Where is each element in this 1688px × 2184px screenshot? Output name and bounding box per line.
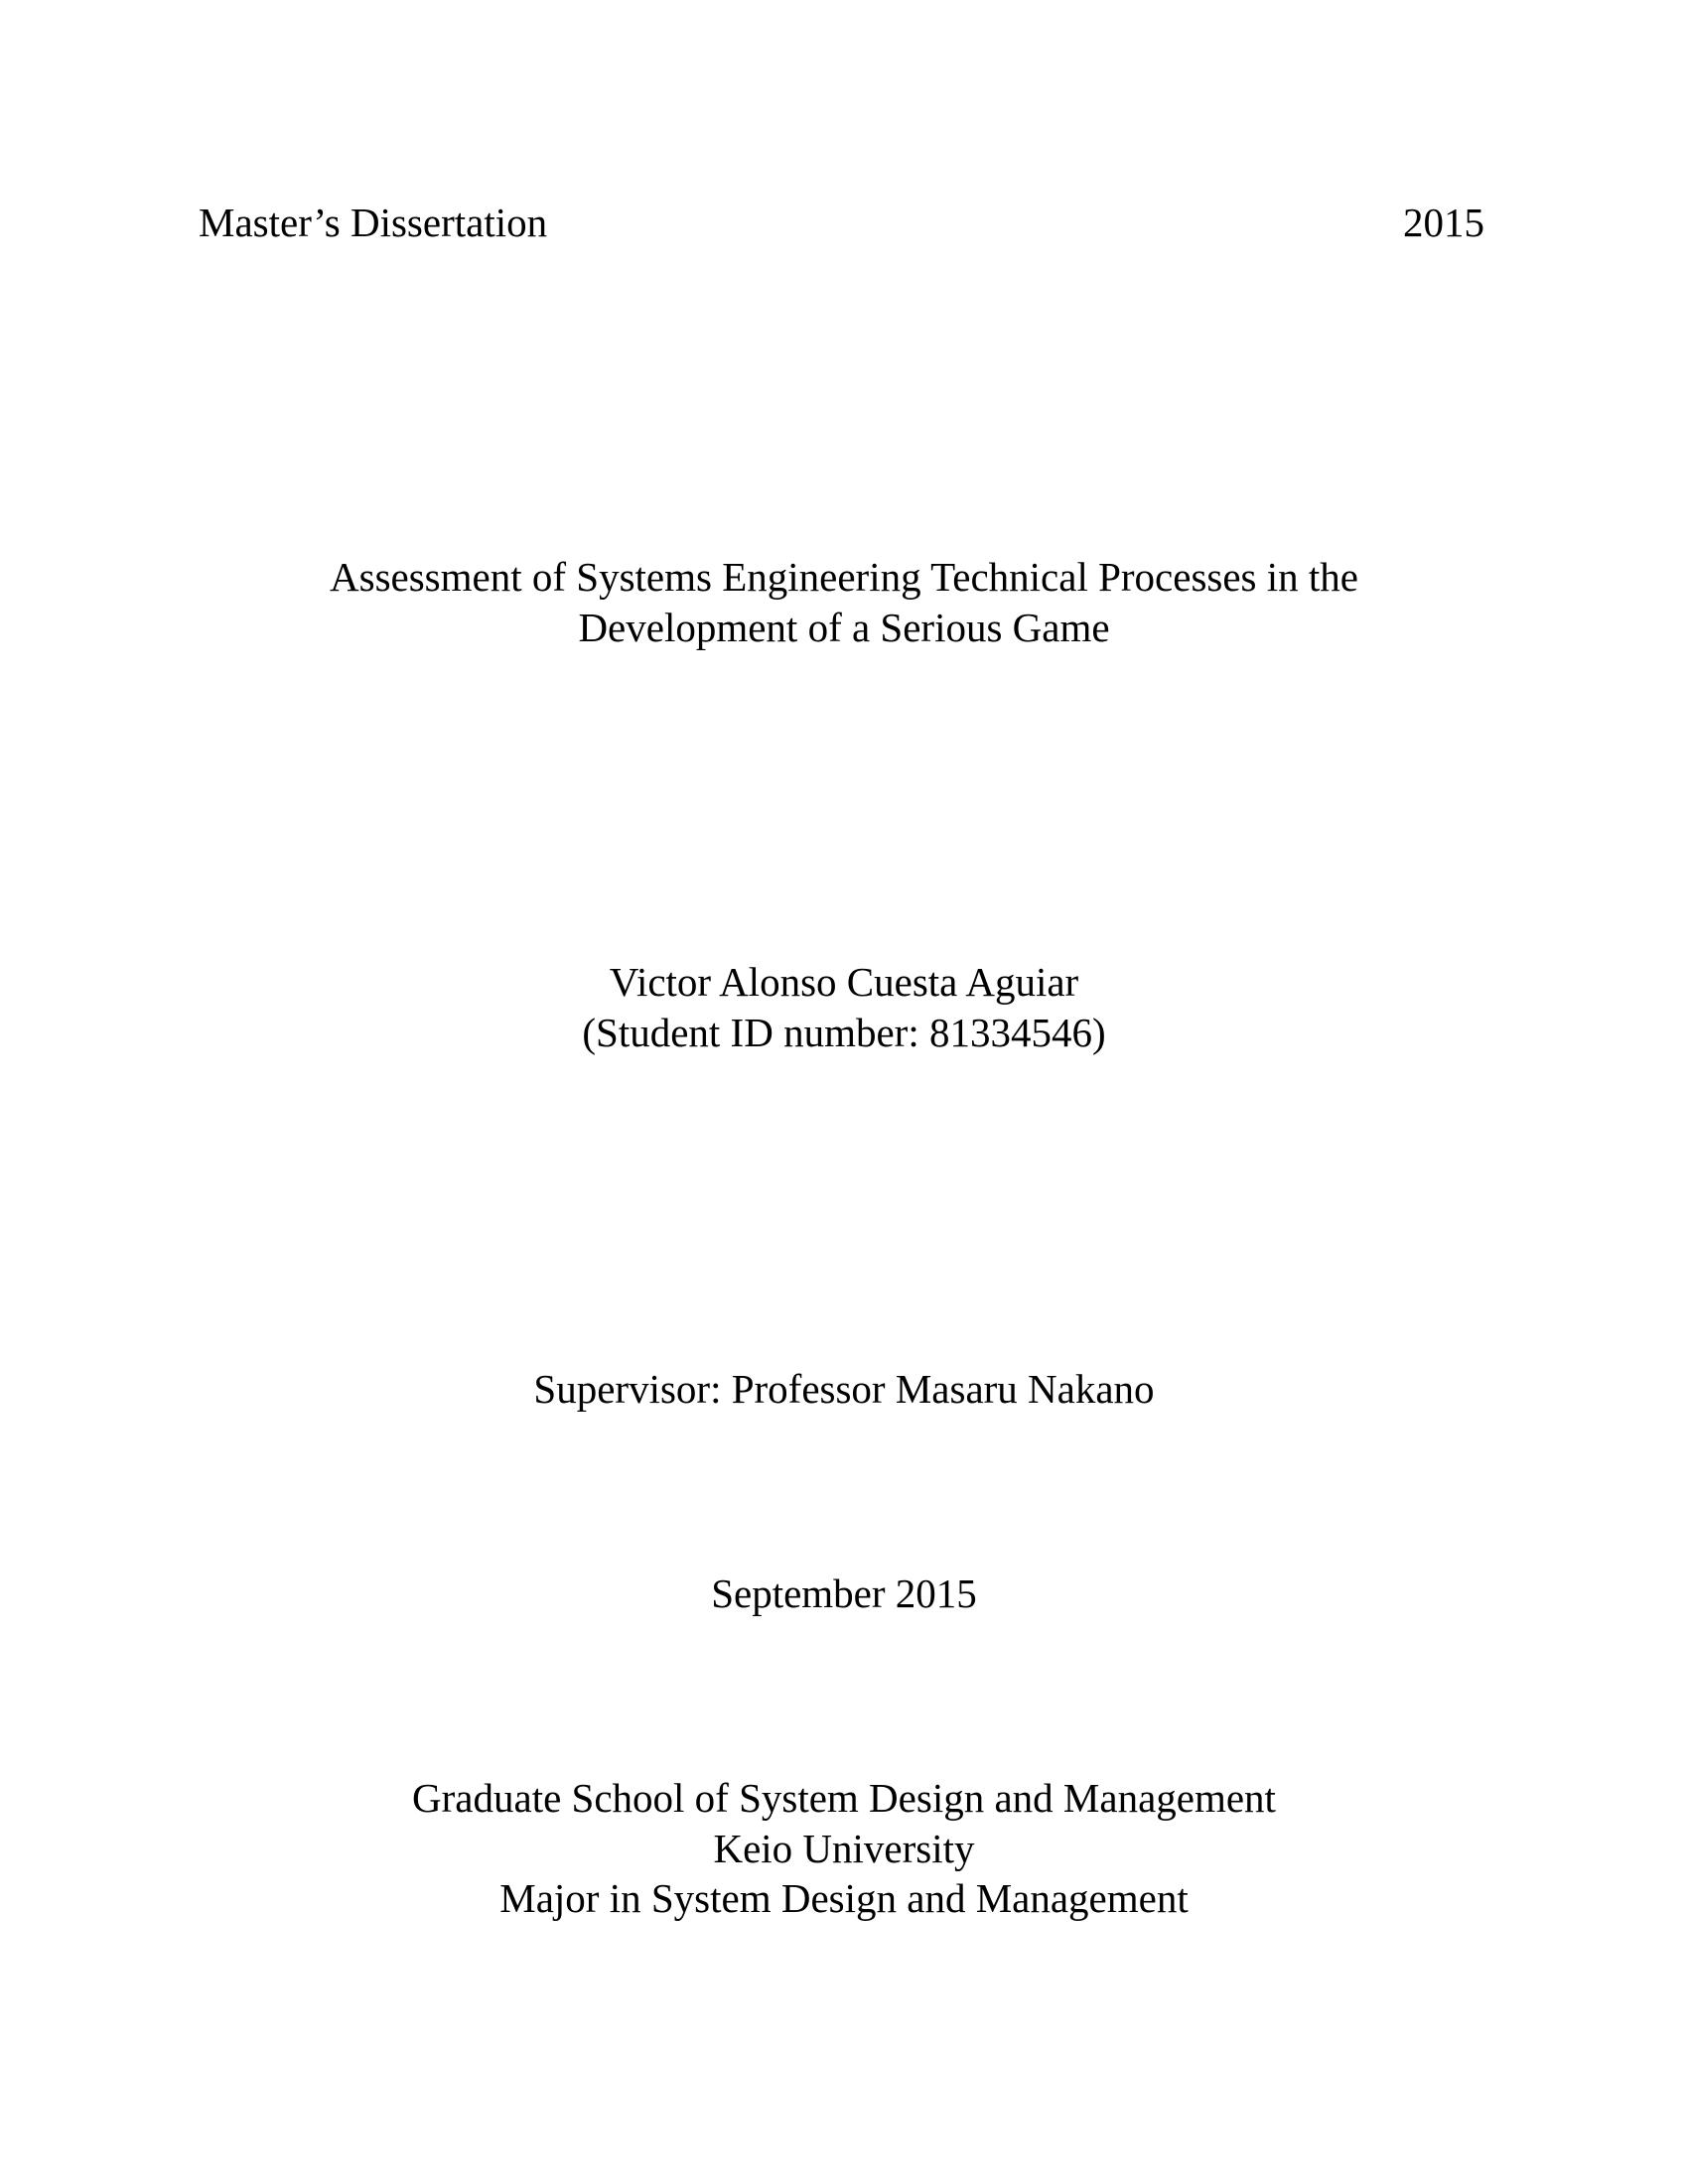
dissertation-title-line-2: Development of a Serious Game [578,605,1110,650]
dissertation-title-line-1: Assessment of Systems Engineering Technical Processes in the [330,554,1358,600]
student-id: (Student ID number: 81334546) [582,1010,1106,1055]
graduate-school: Graduate School of System Design and Management [412,1775,1276,1821]
author-name: Victor Alonso Cuesta Aguiar [609,959,1079,1005]
supervisor: Supervisor: Professor Masaru Nakano [533,1366,1155,1412]
major-name: Major in System Design and Management [499,1875,1189,1921]
university-name: Keio University [713,1826,975,1871]
submission-date: September 2015 [711,1570,977,1616]
header-year: 2015 [1403,200,1484,245]
document-type-label: Master’s Dissertation [199,200,548,245]
